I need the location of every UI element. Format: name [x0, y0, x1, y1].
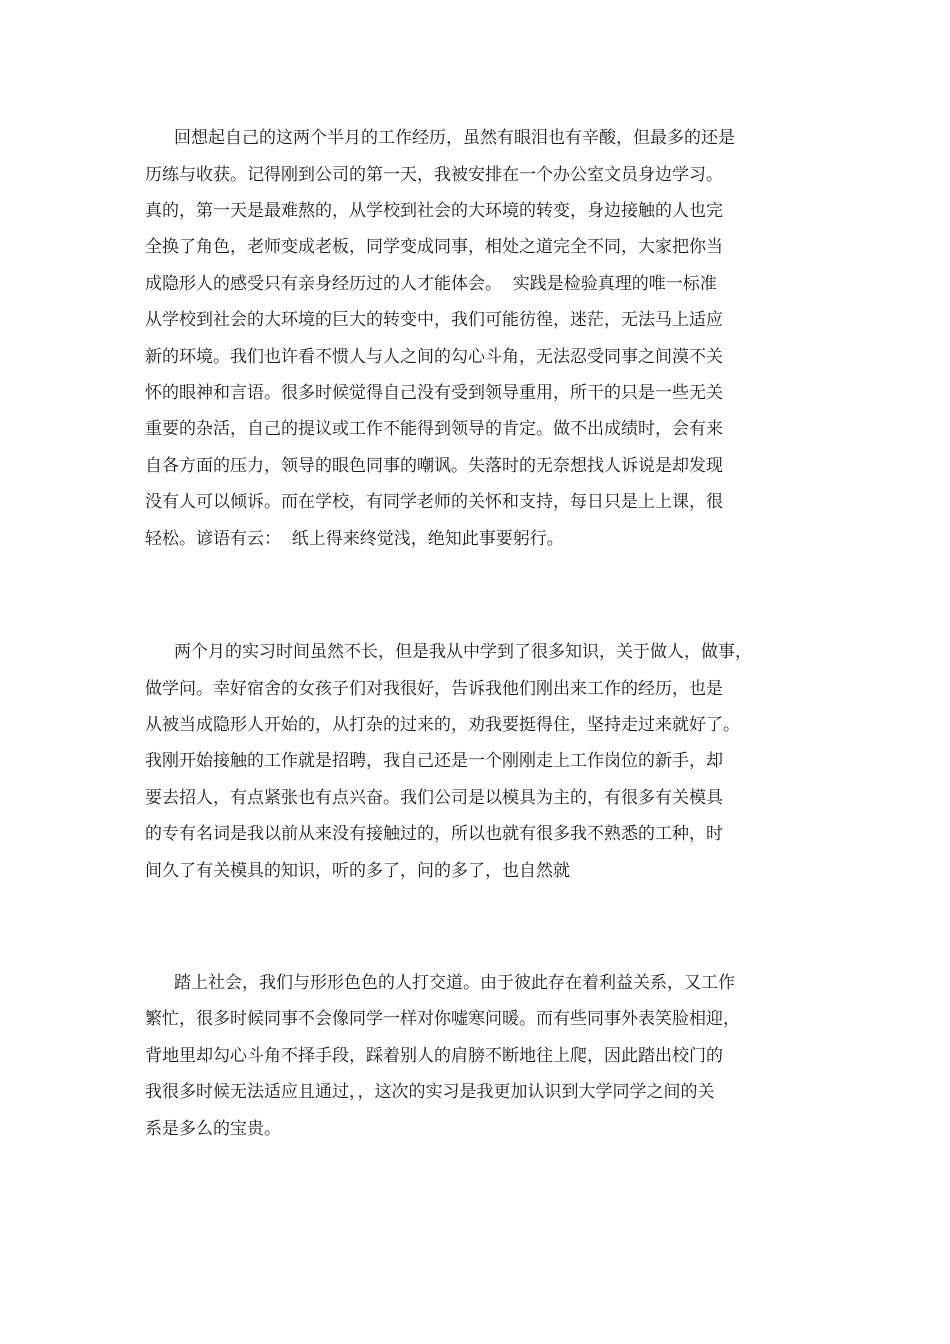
text-line: 没有人可以倾诉。而在学校，有同学老师的关怀和支持，每日只是上上课，很 — [145, 492, 723, 512]
text-line: 系是多么的宝贵。 — [145, 1119, 281, 1139]
text-line: 从学校到社会的大环境的巨大的转变中，我们可能彷徨，迷茫，无法马上适应 — [145, 310, 723, 330]
text-line: 新的环境。我们也许看不惯人与人之间的勾心斗角，无法忍受同事之间漠不关 — [145, 347, 723, 367]
text-line: 背地里却勾心斗角不择手段，踩着别人的肩膀不断地往上爬，因此踏出校门的 — [145, 1046, 723, 1066]
text-line: 要去招人，有点紧张也有点兴奋。我们公司是以模具为主的，有很多有关模具 — [145, 788, 723, 808]
text-line: 做学问。幸好宿舍的女孩子们对我很好，告诉我他们刚出来工作的经历，也是 — [145, 679, 723, 699]
text-line: 两个月的实习时间虽然不长，但是我从中学到了很多知识，关于做人，做事， — [174, 642, 752, 662]
text-line: 我很多时候无法适应且通过，，这次的实习是我更加认识到大学同学之间的关 — [145, 1082, 715, 1102]
text-line: 轻松。谚语有云： 纸上得来终觉浅，绝知此事要躬行。 — [145, 529, 564, 549]
text-line: 间久了有关模具的知识，听的多了，问的多了，也自然就 — [145, 861, 570, 881]
text-line: 我刚开始接触的工作就是招聘，我自己还是一个刚刚走上工作岗位的新手，却 — [145, 751, 723, 771]
text-line: 回想起自己的这两个半月的工作经历，虽然有眼泪也有辛酸，但最多的还是 — [174, 128, 735, 148]
text-line: 繁忙，很多时候同事不会像同学一样对你嘘寒问暖。而有些同事外表笑脸相迎， — [145, 1009, 740, 1029]
text-line: 踏上社会，我们与形形色色的人打交道。由于彼此存在着利益关系，又工作 — [174, 973, 735, 993]
text-line: 真的，第一天是最难熬的，从学校到社会的大环境的转变，身边接触的人也完 — [145, 201, 723, 221]
text-line: 从被当成隐形人开始的，从打杂的过来的，劝我要挺得住，坚持走过来就好了。 — [145, 715, 740, 735]
text-line: 自各方面的压力，领导的眼色同事的嘲讽。失落时的无奈想找人诉说是却发现 — [145, 456, 723, 476]
text-line: 成隐形人的感受只有亲身经历过的人才能体会。 实践是检验真理的唯一标准 — [145, 274, 717, 294]
text-line: 怀的眼神和言语。很多时候觉得自己没有受到领导重用，所干的只是一些无关 — [145, 383, 723, 403]
text-line: 重要的杂活，自己的提议或工作不能得到领导的肯定。做不出成绩时，会有来 — [145, 419, 723, 439]
text-line: 的专有名词是我以前从来没有接触过的，所以也就有很多我不熟悉的工种，时 — [145, 824, 723, 844]
text-line: 历练与收获。记得刚到公司的第一天，我被安排在一个办公室文员身边学习。 — [145, 165, 723, 185]
text-line: 全换了角色，老师变成老板，同学变成同事，相处之道完全不同，大家把你当 — [145, 237, 723, 257]
